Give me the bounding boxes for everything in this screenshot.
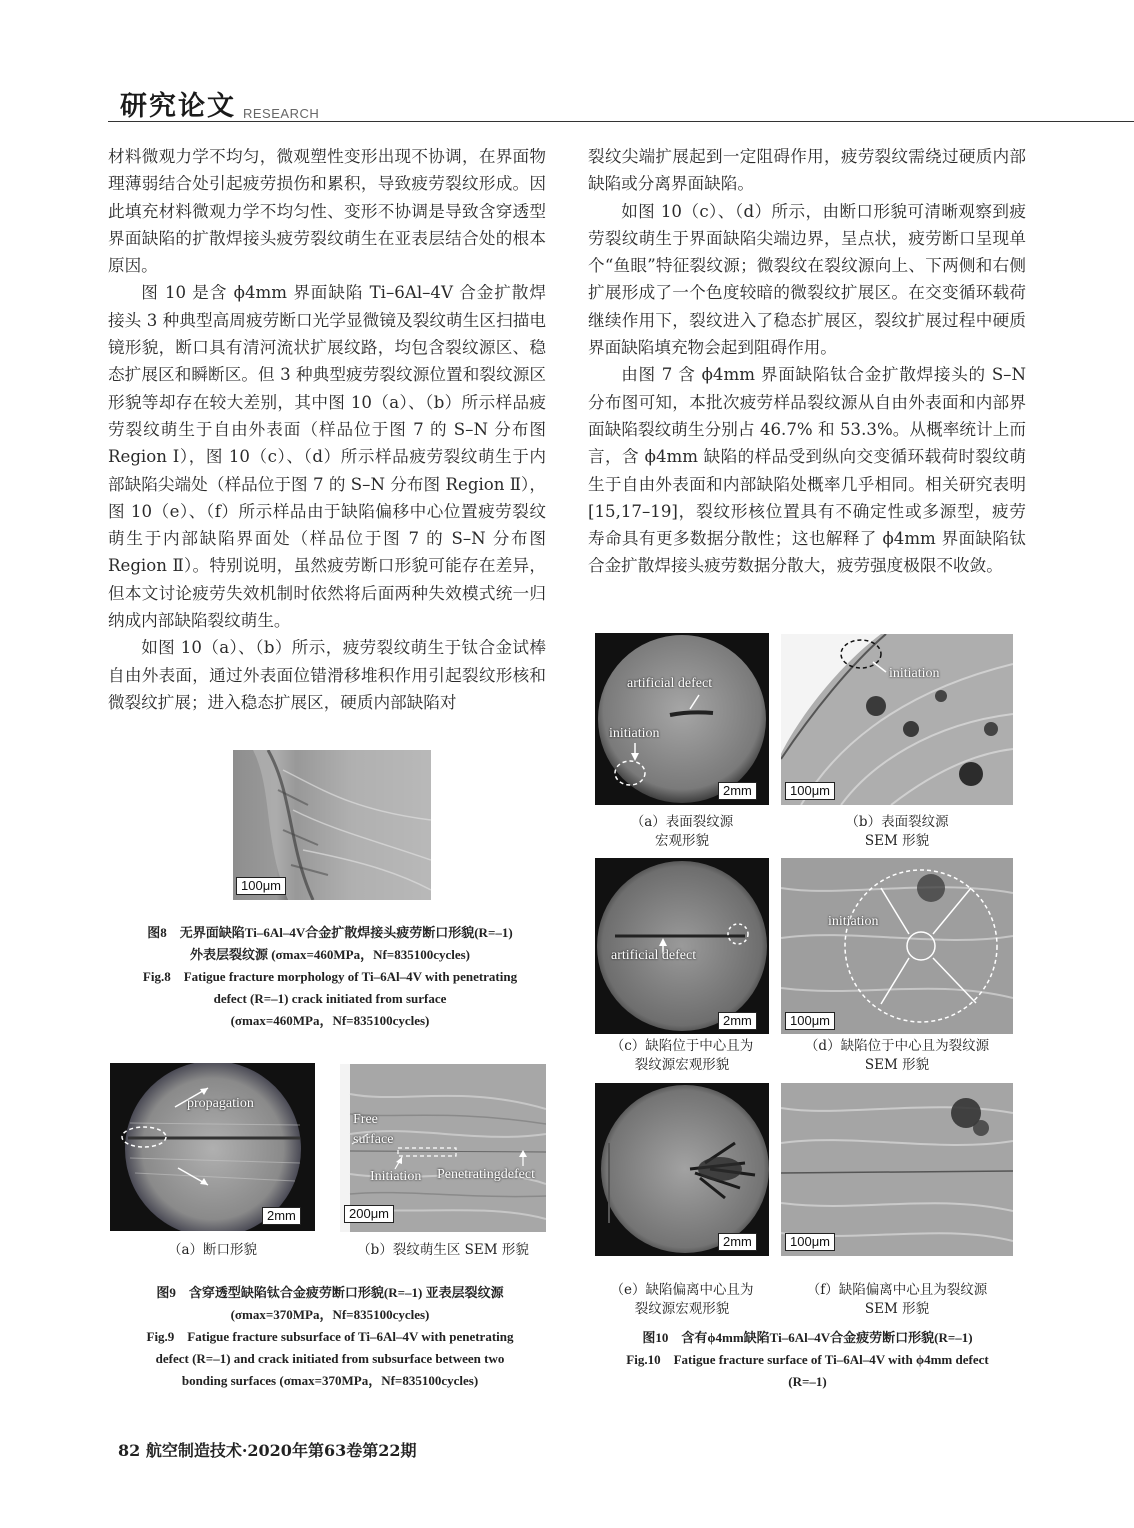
section-subtitle: RESEARCH bbox=[243, 106, 320, 121]
fig9b-defect-label: Penetratingdefect bbox=[437, 1167, 535, 1182]
fig10d-caption-line1: （d）缺陷位于中心且为裂纹源 bbox=[804, 1038, 990, 1054]
fig8-scale-bar: 100μm bbox=[236, 877, 286, 895]
fig8-caption-en-2: defect (R=–1) crack initiated from surface bbox=[213, 991, 447, 1006]
fig10a-caption bbox=[585, 813, 779, 851]
paragraph: 如图 10（a）、（b）所示，疲劳裂纹萌生于钛合金试棒自由外表面，通过外表面位错滑移堆积作用引起裂纹形核和微裂纹扩展；进入稳态扩展区，硬质内部缺陷对 bbox=[108, 638, 546, 712]
fig10d-caption-line2: SEM 形貌 bbox=[864, 1057, 930, 1073]
fig9b-free-label: Free bbox=[353, 1112, 378, 1127]
fig10f-scale-bar: 100μm bbox=[785, 1233, 835, 1251]
fig10d-scale-bar: 100μm bbox=[785, 1012, 835, 1030]
fig9b-scale-bar: 200μm bbox=[344, 1205, 394, 1223]
paragraph: 图 10 是含 ϕ4mm 界面缺陷 Ti–6Al–4V 合金扩散焊接头 3 种典型高周疲劳断口光学显微镜及裂纹萌生区扫描电镜形貌，断口具有清河流状扩展纹路，均包含裂纹源区、稳态扩展区和瞬断区。但 3 种典型疲劳裂纹源位置和裂纹源区形貌等却存在较大差别，其中图 10（a）、（b）所示样品疲劳裂纹萌生于自由外表面（样品位于图 7 的 S–N 分布图 Region Ⅰ），图 10（c）、（d）所示样品疲劳裂纹萌生于内部缺陷尖端处（样品位于图 7 的 S–N 分布图 Region Ⅱ），图 10（e）、（f）所示样品由于缺陷偏移中心位置疲劳裂纹萌生于内部缺陷界面处（样品位于图 7 的 S–N 分布图 Region Ⅱ）。特别说明，虽然疲劳断口形貌可能存在差异，但本文讨论疲劳失效机制时依然将后面两种失效模式统一归纳成内部缺陷裂纹萌生。 bbox=[108, 283, 546, 631]
fig10e-caption-line1: （e）缺陷偏离中心且为 bbox=[610, 1282, 754, 1298]
fig10e-fracture-image bbox=[595, 1083, 769, 1256]
header-rule bbox=[108, 121, 1134, 122]
fig10b-caption-line1: （b）表面裂纹源 bbox=[845, 814, 949, 830]
fig10d-sem-image bbox=[781, 858, 1013, 1034]
fig10-caption bbox=[585, 1327, 1030, 1393]
fig10f-caption-line2: SEM 形貌 bbox=[864, 1301, 930, 1317]
fig9b-initiation-label: Initiation bbox=[370, 1169, 422, 1184]
fig10a-caption-line2: 宏观形貌 bbox=[655, 833, 709, 849]
fig10c-defect-label: artificial defect bbox=[611, 948, 697, 963]
fig10e-caption-line2: 裂纹源宏观形貌 bbox=[634, 1301, 730, 1317]
fig10c-caption-line1: （c）缺陷位于中心且为 bbox=[610, 1038, 754, 1054]
fig10-caption-en-2: (R=–1) bbox=[788, 1374, 827, 1389]
fig10f-caption bbox=[781, 1281, 1013, 1319]
fig9-caption bbox=[100, 1282, 560, 1392]
fig10e-scale-bar: 2mm bbox=[718, 1233, 757, 1251]
fig8-caption-en-3: (σmax=460MPa，Nf=835100cycles) bbox=[230, 1013, 430, 1028]
fig9a-propagation-label: propagation bbox=[187, 1096, 254, 1111]
paragraph: 如图 10（c）、（d）所示，由断口形貌可清晰观察到疲劳裂纹萌生于界面缺陷尖端边界，呈点状，疲劳断口呈现单个“鱼眼”特征裂纹源；微裂纹在裂纹源向上、下两侧和右侧扩展形成了一个色度较暗的微裂纹扩展区。在交变循环载荷继续作用下，裂纹进入了稳态扩展区，裂纹扩展过程中硬质界面缺陷填充物会起到阻碍作用。 bbox=[588, 201, 1026, 358]
fig10a-caption-line1: （a）表面裂纹源 bbox=[630, 814, 734, 830]
paragraph: 材料微观力学不均匀，微观塑性变形出现不协调，在界面物理薄弱结合处引起疲劳损伤和累积，导致疲劳裂纹形成。因此填充材料微观力学不均匀性、变形不协调是导致含穿透型界面缺陷的扩散焊接头疲劳裂纹萌生在亚表层结合处的根本原因。 bbox=[108, 147, 546, 276]
fig9b-surface-label: surface bbox=[353, 1132, 394, 1147]
fig10-caption-en-1: Fig.10 Fatigue fracture surface of Ti–6Al–4V with ϕ4mm defect bbox=[626, 1352, 989, 1367]
fig10f-caption-line1: （f）缺陷偏离中心且为裂纹源 bbox=[806, 1282, 988, 1298]
fig10e-caption bbox=[585, 1281, 779, 1319]
fig10b-initiation-label: initiation bbox=[889, 666, 940, 681]
fig10c-fracture-image bbox=[595, 858, 769, 1034]
fig10f-sem-image bbox=[781, 1083, 1013, 1256]
fig9-caption-cn-1: 图9 含穿透型缺陷钛合金疲劳断口形貌(R=–1) 亚表层裂纹源 bbox=[156, 1285, 504, 1300]
fig8-caption-en-1: Fig.8 Fatigue fracture morphology of Ti–6Al–4V with penetrating bbox=[142, 969, 518, 984]
fig8-caption-cn-1: 图8 无界面缺陷Ti–6Al–4V合金扩散焊接头疲劳断口形貌(R=–1) bbox=[147, 925, 513, 940]
fig10a-fracture-image bbox=[595, 633, 769, 805]
fig9-caption-cn-2: (σmax=370MPa，Nf=835100cycles) bbox=[230, 1307, 430, 1322]
paragraph: 裂纹尖端扩展起到一定阻碍作用，疲劳裂纹需绕过硬质内部缺陷或分离界面缺陷。 bbox=[588, 147, 1026, 194]
fig10-caption-cn: 图10 含有ϕ4mm缺陷Ti–6Al–4V合金疲劳断口形貌(R=–1) bbox=[642, 1330, 973, 1345]
right-column bbox=[588, 143, 1026, 580]
fig10b-caption-line2: SEM 形貌 bbox=[864, 833, 930, 849]
fig10b-caption bbox=[781, 813, 1013, 851]
fig10a-initiation-label: initiation bbox=[609, 726, 660, 741]
fig9a-fracture-image bbox=[110, 1063, 315, 1231]
fig10c-caption bbox=[585, 1037, 779, 1075]
fig10c-caption-line2: 裂纹源宏观形貌 bbox=[634, 1057, 730, 1073]
paragraph: 由图 7 含 ϕ4mm 界面缺陷钛合金扩散焊接头的 S–N 分布图可知，本批次疲劳样品裂纹源从自由外表面和内部界面缺陷裂纹萌生分别占 46.7% 和 53.3%。从概率统计上而言，含 ϕ4mm 缺陷的样品受到纵向交变循环载荷时裂纹萌生于自由外表面和内部缺陷处概率几乎相同。相关研究表明 [15,17–19]，裂纹形核位置具有不确定性或多源型，疲劳寿命具有更多数据分散性；这也解释了 ϕ4mm 界面缺陷钛合金扩散焊接头疲劳数据分散大，疲劳强度极限不收敛。 bbox=[588, 365, 1026, 576]
section-title: 研究论文 bbox=[120, 91, 236, 122]
fig10c-scale-bar: 2mm bbox=[718, 1012, 757, 1030]
fig10b-sem-image bbox=[781, 634, 1013, 805]
fig10a-defect-label: artificial defect bbox=[627, 676, 713, 691]
fig9a-caption: （a）断口形貌 bbox=[167, 1242, 258, 1258]
left-column bbox=[108, 143, 546, 716]
page-footer: 82 航空制造技术·2020年第63卷第22期 bbox=[118, 1441, 417, 1460]
fig9-caption-en-2: defect (R=–1) and crack initiated from subsurface between two bbox=[155, 1351, 505, 1366]
fig10d-initiation-label: initiation bbox=[828, 914, 879, 929]
fig9a-scale-bar: 2mm bbox=[262, 1207, 301, 1225]
fig9-caption-en-3: bonding surfaces (σmax=370MPa，Nf=835100cycles) bbox=[181, 1373, 479, 1388]
fig10d-caption bbox=[781, 1037, 1013, 1075]
fig8-caption-cn-2: 外表层裂纹源 (σmax=460MPa，Nf=835100cycles) bbox=[189, 947, 471, 962]
fig9-caption-en-1: Fig.9 Fatigue fracture subsurface of Ti–6Al–4V with penetrating bbox=[146, 1329, 514, 1344]
fig9b-caption: （b）裂纹萌生区 SEM 形貌 bbox=[357, 1242, 529, 1258]
fig8-caption bbox=[100, 922, 560, 1032]
fig10a-scale-bar: 2mm bbox=[718, 782, 757, 800]
fig10b-scale-bar: 100μm bbox=[785, 782, 835, 800]
